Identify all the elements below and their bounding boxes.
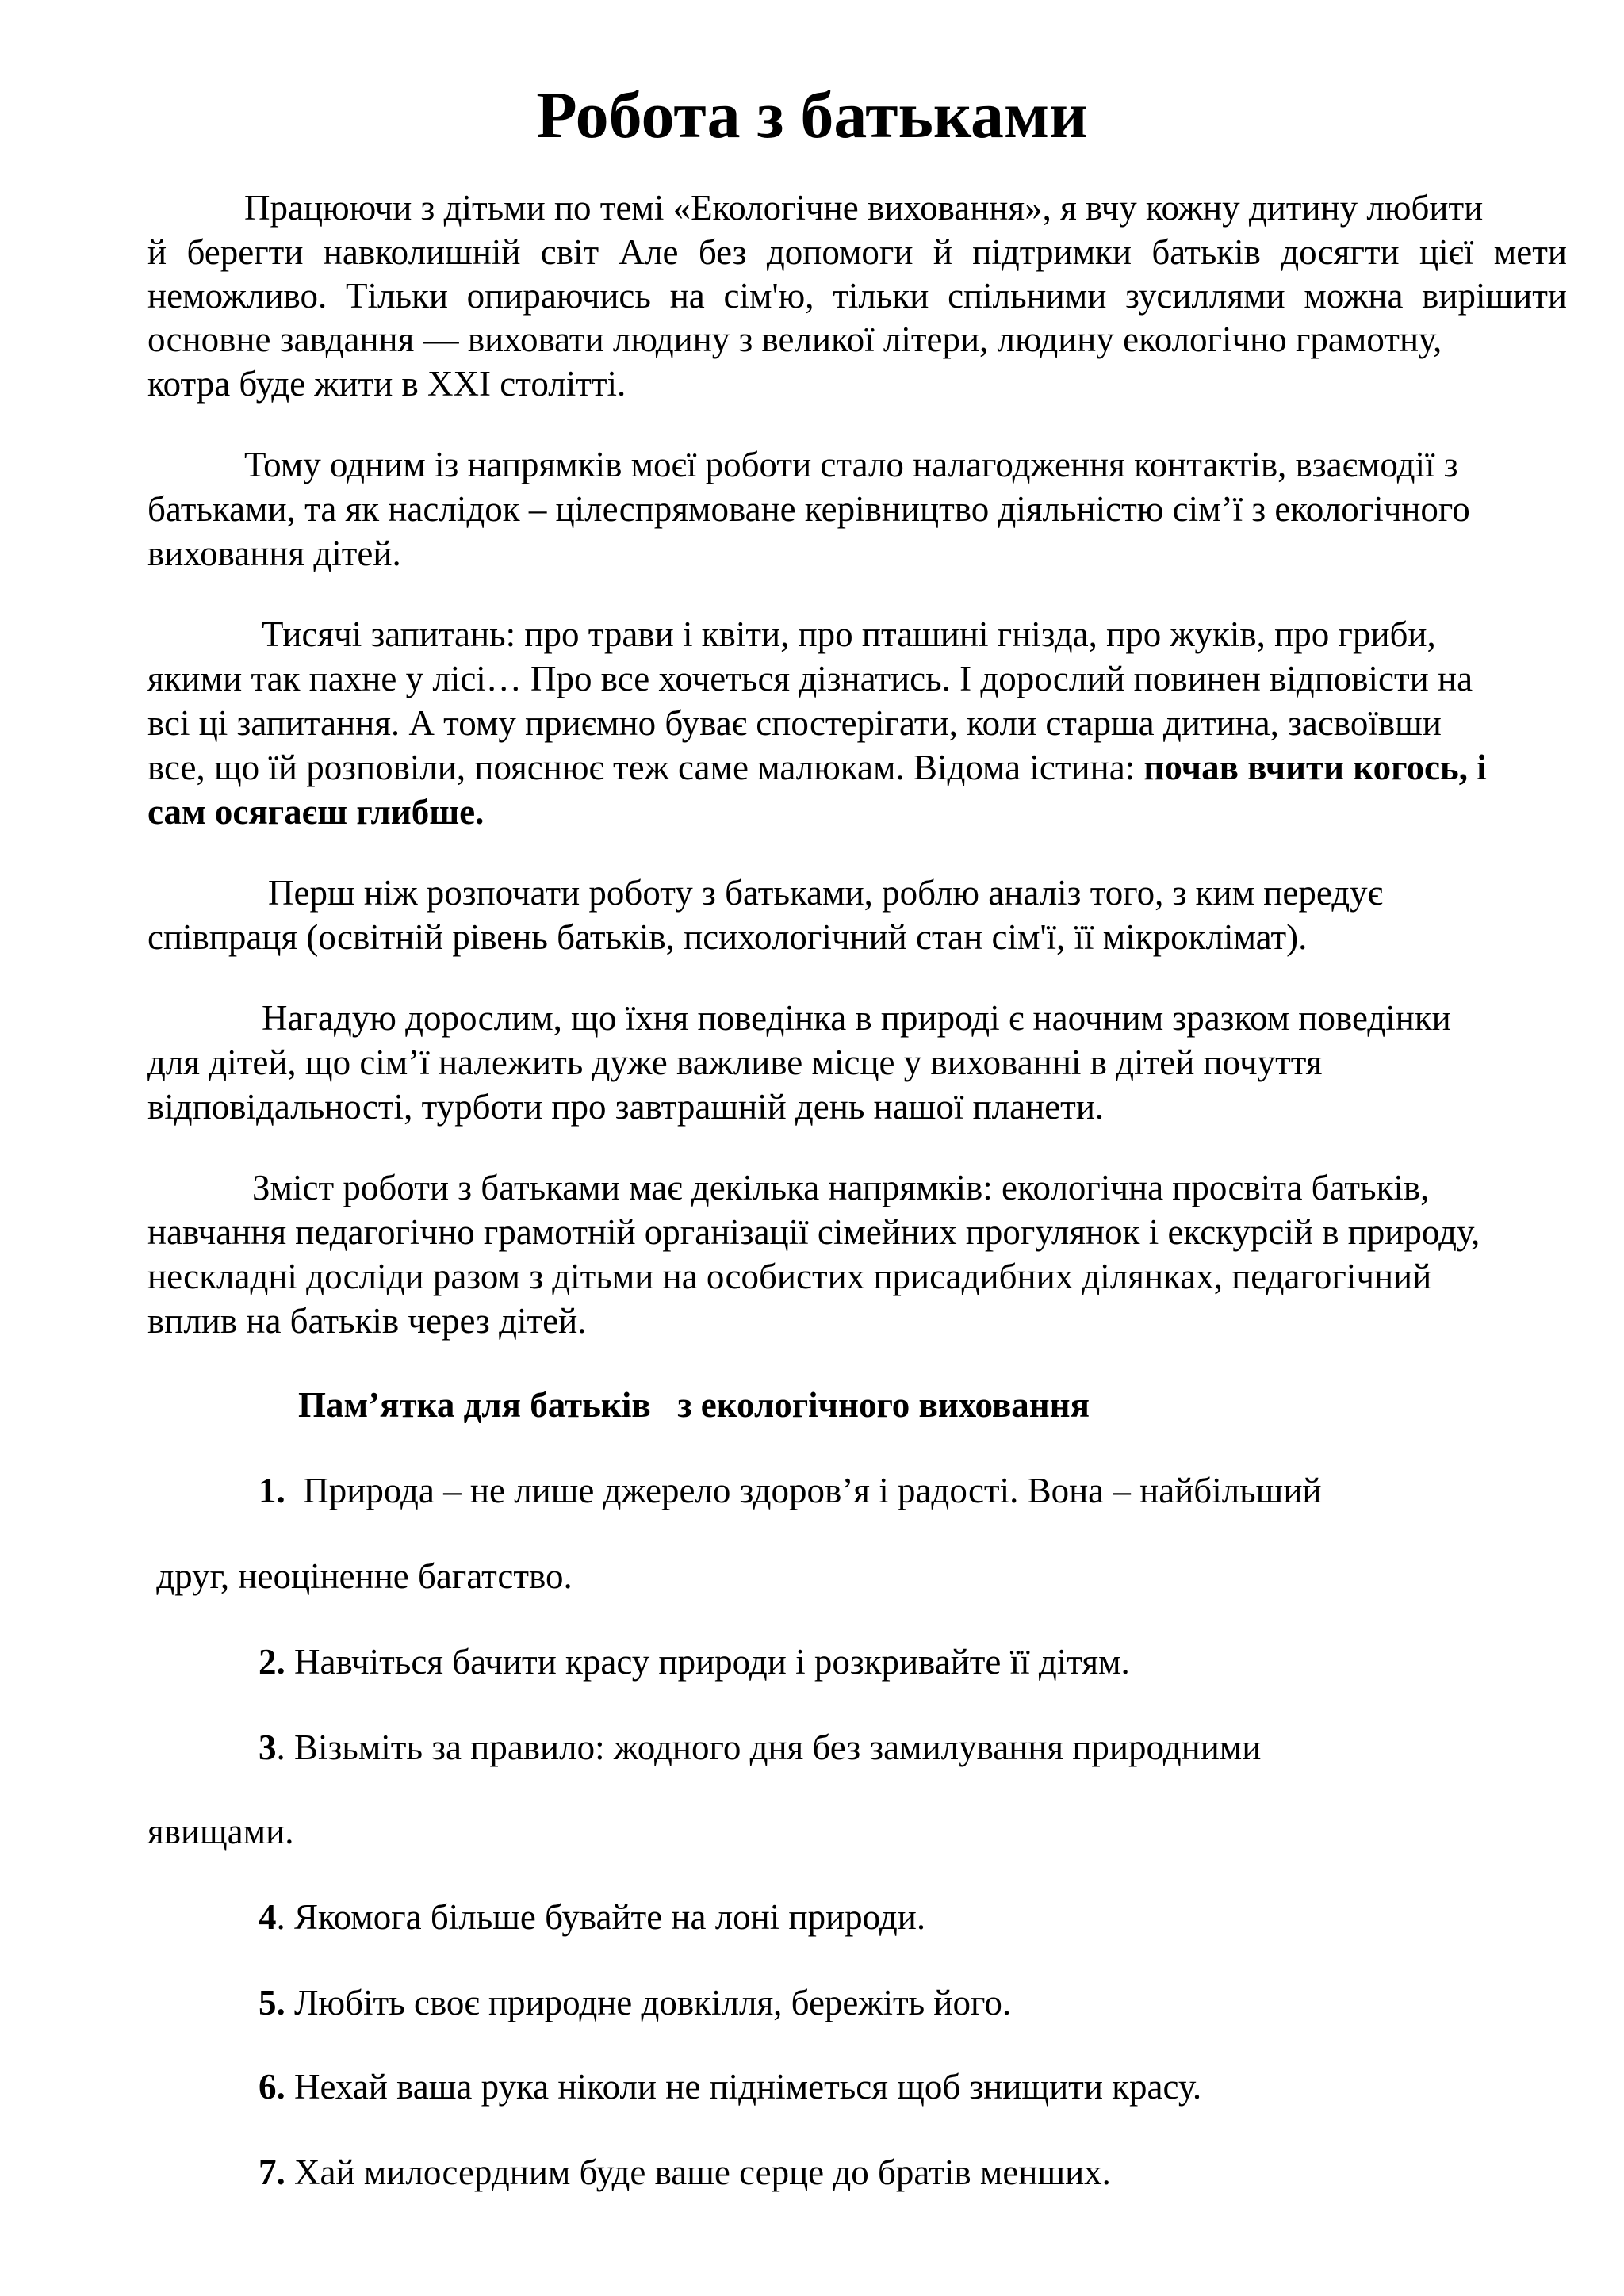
memo-item-7 xyxy=(259,2150,1111,2195)
paragraph-3-line-4 xyxy=(147,745,1487,790)
memo-item-3 xyxy=(259,1725,1261,1770)
paragraph-3-line-1: Тисячі запитань: про трави і квіти, про пташині гнізда, про жуків, про гриби, xyxy=(262,614,1436,654)
memo-item-text: Любіть своє природне довкілля, бережіть його. xyxy=(285,1983,1012,2022)
memo-item-2 xyxy=(259,1640,1130,1684)
memo-item-4 xyxy=(259,1895,925,1939)
memo-item-number: 6. xyxy=(259,2067,285,2107)
paragraph-2-line-3: виховання дітей. xyxy=(147,534,401,573)
paragraph-5-line-3: відповідальності, турботи про завтрашній день нашої планети. xyxy=(147,1087,1105,1127)
paragraph-3-line-3: всі ці запитання. А тому приємно буває спостерігати, коли старша дитина, засвоївши xyxy=(147,703,1442,743)
paragraph-4-line-1: Перш ніж розпочати роботу з батьками, роблю аналіз того, з ким передує xyxy=(268,873,1383,913)
memo-item-text: . Візьміть за правило: жодного дня без замилування природними xyxy=(276,1728,1262,1767)
paragraph-3-line-4-text: все, що їй розповіли, пояснює теж саме малюкам. Відома істина: xyxy=(147,748,1144,787)
memo-item-1 xyxy=(259,1468,1322,1513)
memo-item-text: Навчіться бачити красу природи і розкривайте її дітям. xyxy=(285,1642,1130,1682)
paragraph-2-line-1: Тому одним із напрямків моєї роботи стало налагодження контактів, взаємодії з xyxy=(244,445,1458,484)
memo-item-6 xyxy=(259,2064,1201,2109)
memo-item-3-continuation: явищами. xyxy=(147,1812,294,1851)
paragraph-6-line-1: Зміст роботи з батьками має декілька напрямків: екологічна просвіта батьків, xyxy=(252,1168,1430,1207)
memo-item-text: Природа – не лише джерело здоров’я і радості. Вона – найбільший xyxy=(285,1471,1322,1510)
emphasis-text-end: сам осягаєш глибше. xyxy=(147,792,485,832)
paragraph-5-line-1: Нагадую дорослим, що їхня поведінка в природі є наочним зразком поведінки xyxy=(262,998,1451,1038)
paragraph-1-line-4: основне завдання — виховати людину з великої літери, людину екологічно грамотну, xyxy=(147,320,1442,359)
memo-item-number: 5. xyxy=(259,1983,285,2022)
memo-item-number: 7. xyxy=(259,2152,285,2192)
paragraph-1-line-2: й берегти навколишній світ Але без допомоги й підтримки батьків досягти цієї мети xyxy=(147,232,1567,272)
paragraph-6-line-2: навчання педагогічно грамотній організації сімейних прогулянок і екскурсій в природу, xyxy=(147,1212,1480,1252)
paragraph-2-line-2: батьками, та як наслідок – цілеспрямоване керівництво діяльністю сім’ї з екологічного xyxy=(147,489,1470,529)
paragraph-1-line-5: котра буде жити в XXI столітті. xyxy=(147,364,626,404)
memo-item-1-continuation: друг, неоціненне багатство. xyxy=(147,1556,573,1596)
memo-item-5 xyxy=(259,1980,1011,2025)
paragraph-1-line-1: Працюючи з дітьми по темі «Екологічне виховання», я вчу кожну дитину любити xyxy=(244,188,1484,228)
paragraph-5-line-2: для дітей, що сім’ї належить дуже важливе місце у вихованні в дітей почуття xyxy=(147,1043,1323,1082)
memo-item-number: 4 xyxy=(259,1897,277,1937)
paragraph-1-line-3: неможливо. Тільки опираючись на сім'ю, тільки спільними зусиллями можна вирішити xyxy=(147,276,1567,316)
paragraph-6-line-4: вплив на батьків через дітей. xyxy=(147,1301,587,1341)
page-title: Робота з батьками xyxy=(536,78,1088,152)
memo-item-number: 1. xyxy=(259,1471,285,1510)
memo-item-number: 3 xyxy=(259,1728,277,1767)
memo-item-number: 2. xyxy=(259,1642,285,1682)
paragraph-6-line-3: нескладні досліди разом з дітьми на особистих присадибних ділянках, педагогічний xyxy=(147,1257,1432,1296)
paragraph-3-line-2: якими так пахне у лісі… Про все хочеться дізнатись. І дорослий повинен відповісти на xyxy=(147,659,1473,698)
memo-item-text: Нехай ваша рука ніколи не підніметься щоб знищити красу. xyxy=(285,2067,1202,2107)
memo-heading: Пам’ятка для батьків з екологічного виховання xyxy=(298,1385,1090,1425)
emphasis-text: почав вчити когось, і xyxy=(1143,748,1487,787)
memo-item-text: Хай милосердним буде ваше серце до братів менших. xyxy=(285,2152,1111,2192)
paragraph-3-line-5 xyxy=(147,790,484,834)
memo-item-text: . Якомога більше бувайте на лоні природи. xyxy=(276,1897,926,1937)
paragraph-4-line-2: співпраця (освітній рівень батьків, психологічний стан сім'ї, її мікроклімат). xyxy=(147,917,1308,957)
